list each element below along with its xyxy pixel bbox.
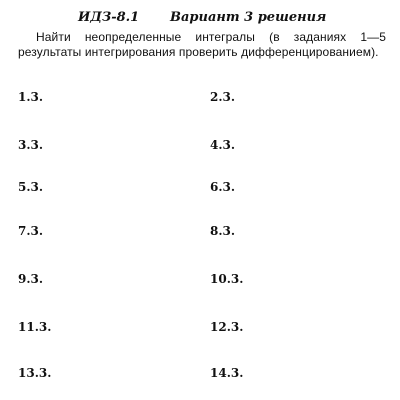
task-instruction: Найти неопределенные интегралы (в заданиях 1—5 результаты интегрирования проверить дифференцированием). bbox=[18, 30, 386, 59]
problem-number: 4.3. bbox=[210, 138, 236, 152]
problem-item bbox=[210, 354, 400, 390]
problem-number: 9.3. bbox=[18, 272, 44, 286]
problem-item bbox=[18, 168, 208, 204]
problem-number: 6.3. bbox=[210, 180, 236, 194]
problem-number: 2.3. bbox=[210, 90, 236, 104]
problem-number: 12.3. bbox=[210, 320, 244, 334]
problem-item bbox=[210, 260, 400, 296]
formula-slot bbox=[48, 80, 198, 112]
formula-slot bbox=[48, 214, 198, 246]
problem-item bbox=[18, 78, 208, 114]
problem-item bbox=[18, 212, 208, 248]
problem-number: 5.3. bbox=[18, 180, 44, 194]
formula-slot bbox=[240, 80, 390, 112]
document-header bbox=[0, 10, 400, 28]
formula-slot bbox=[48, 170, 198, 202]
formula-slot bbox=[48, 262, 198, 294]
formula-slot bbox=[48, 128, 198, 160]
problem-item bbox=[210, 126, 400, 162]
formula-slot bbox=[240, 170, 390, 202]
problem-number: 1.3. bbox=[18, 90, 44, 104]
problem-item bbox=[210, 308, 400, 344]
formula-slot bbox=[48, 356, 198, 388]
problem-item bbox=[18, 308, 208, 344]
problem-number: 8.3. bbox=[210, 224, 236, 238]
variant-title: Вариант 3 решения bbox=[170, 10, 327, 25]
problem-item bbox=[210, 212, 400, 248]
formula-slot bbox=[240, 310, 390, 342]
problem-number: 3.3. bbox=[18, 138, 44, 152]
formula-slot bbox=[48, 310, 198, 342]
formula-slot bbox=[240, 214, 390, 246]
problem-item bbox=[18, 354, 208, 390]
problem-number: 7.3. bbox=[18, 224, 44, 238]
problem-list bbox=[0, 78, 400, 400]
problem-item bbox=[210, 168, 400, 204]
problem-item bbox=[18, 260, 208, 296]
problem-item bbox=[210, 78, 400, 114]
problem-number: 13.3. bbox=[18, 366, 52, 380]
assignment-code: ИДЗ-8.1 bbox=[78, 10, 140, 25]
formula-slot bbox=[240, 356, 390, 388]
formula-slot bbox=[240, 128, 390, 160]
problem-item bbox=[18, 126, 208, 162]
problem-number: 14.3. bbox=[210, 366, 244, 380]
problem-number: 10.3. bbox=[210, 272, 244, 286]
formula-slot bbox=[240, 262, 390, 294]
problem-number: 11.3. bbox=[18, 320, 52, 334]
